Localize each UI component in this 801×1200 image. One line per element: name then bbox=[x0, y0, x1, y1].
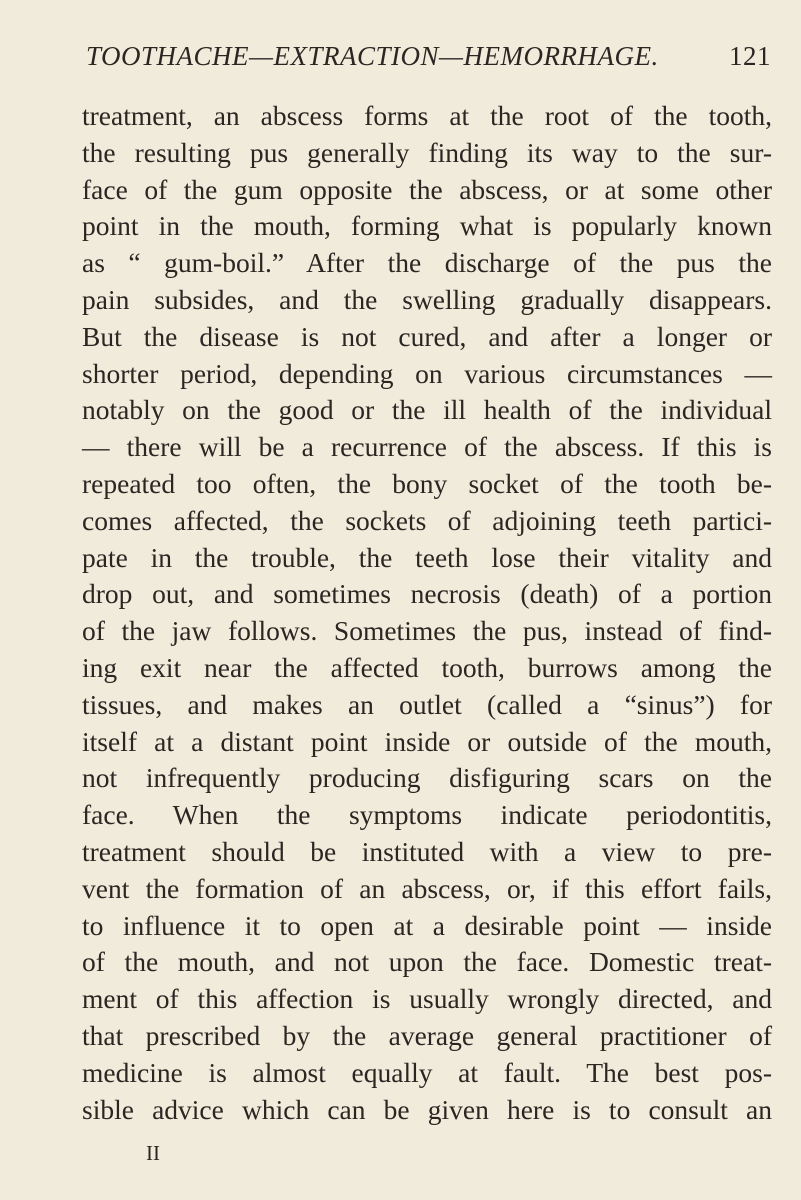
text-line: But the disease is not cured, and after a longer or bbox=[82, 320, 772, 352]
text-line: ment of this affection is usually wrongly directed, and bbox=[82, 983, 772, 1015]
text-line: as “ gum-boil.” After the discharge of the pus the bbox=[82, 247, 772, 279]
text-line: notably on the good or the ill health of the individual bbox=[82, 394, 772, 426]
text-line: face of the gum opposite the abscess, or at some other bbox=[82, 173, 772, 205]
text-line: tissues, and makes an outlet (called a “sinus”) for bbox=[82, 688, 772, 720]
text-line: repeated too often, the bony socket of the tooth be- bbox=[82, 467, 772, 499]
text-line: the resulting pus generally finding its way to the sur- bbox=[82, 136, 772, 168]
text-line: pate in the trouble, the teeth lose their vitality and bbox=[82, 541, 772, 573]
text-line: to influence it to open at a desirable point — inside bbox=[82, 909, 772, 941]
text-line: shorter period, depending on various circumstances — bbox=[82, 357, 772, 389]
body-paragraph bbox=[82, 98, 772, 1128]
text-line: sible advice which can be given here is to consult an bbox=[82, 1093, 772, 1125]
text-line: of the jaw follows. Sometimes the pus, instead of find- bbox=[82, 615, 772, 647]
text-line: drop out, and sometimes necrosis (death) of a portion bbox=[82, 578, 772, 610]
running-head-title: TOOTHACHE—EXTRACTION—HEMORRHAGE. bbox=[86, 41, 659, 71]
signature-mark: II bbox=[146, 1141, 160, 1165]
text-line: medicine is almost equally at fault. The best pos- bbox=[82, 1056, 772, 1088]
text-line: itself at a distant point inside or outside of the mouth, bbox=[82, 725, 772, 757]
page-number: 121 bbox=[729, 41, 771, 71]
running-head bbox=[86, 36, 771, 76]
text-line: treatment, an abscess forms at the root of the tooth, bbox=[82, 100, 772, 131]
text-line: that prescribed by the average general practitioner of bbox=[82, 1019, 772, 1051]
text-line: ing exit near the affected tooth, burrows among the bbox=[82, 651, 772, 683]
text-line: pain subsides, and the swelling gradually disappears. bbox=[82, 283, 772, 315]
text-line: not infrequently producing disfiguring scars on the bbox=[82, 762, 772, 794]
text-line: comes affected, the sockets of adjoining teeth partici- bbox=[82, 504, 772, 536]
text-line: treatment should be instituted with a view to pre- bbox=[82, 835, 772, 867]
text-line: — there will be a recurrence of the abscess. If this is bbox=[82, 431, 772, 463]
text-line: point in the mouth, forming what is popularly known bbox=[82, 210, 772, 242]
text-line: vent the formation of an abscess, or, if this effort fails, bbox=[82, 872, 772, 904]
text-line: of the mouth, and not upon the face. Domestic treat- bbox=[82, 946, 772, 978]
text-line: face. When the symptoms indicate periodontitis, bbox=[82, 799, 772, 831]
